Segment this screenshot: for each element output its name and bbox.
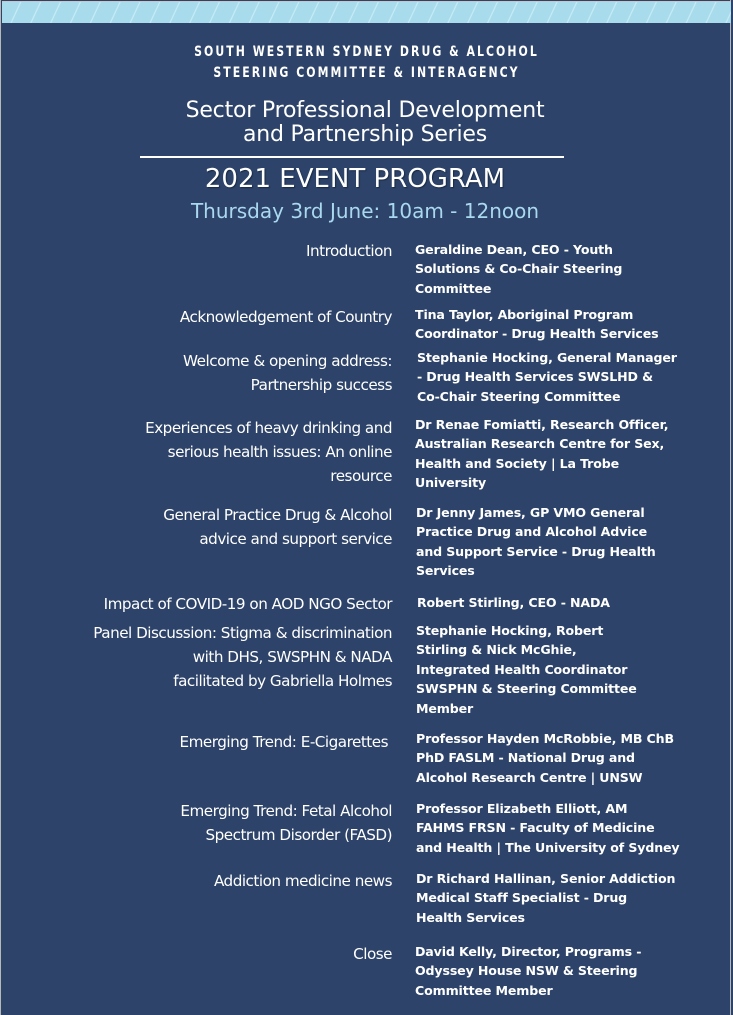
title-divider (140, 156, 564, 158)
program-item-title: Panel Discussion: Stigma & discrimination with DHS, SWSPHN & NADA facilitated by Gabriella Holmes (93, 624, 392, 690)
series-title-line-2: and Partnership Series (242, 122, 488, 147)
series-title-line-1: Sector Professional Development (185, 98, 545, 123)
program-item-speaker: Dr Jenny James, GP VMO General Practice Drug and Alcohol Advice and Support Service - Drug Health Services (416, 505, 656, 579)
program-item-title: Emerging Trend: Fetal Alcohol Spectrum Disorder (FASD) (180, 802, 392, 844)
program-item-title: Acknowledgement of Country (179, 308, 392, 326)
program-item-speaker: Dr Richard Hallinan, Senior Addiction Medical Staff Specialist - Drug Health Services (416, 871, 676, 925)
program-item-title: Close (353, 945, 392, 963)
program-item-speaker: Dr Renae Fomiatti, Research Officer, Australian Research Centre for Sex, Health and Society | La Trobe University (415, 417, 669, 491)
event-date-time: Thursday 3rd June: 10am - 12noon (190, 199, 540, 223)
program-item-title: Experiences of heavy drinking and serious health issues: An online resource (145, 419, 392, 485)
program-item-speaker: David Kelly, Director, Programs - Odyssey House NSW & Steering Committee Member (415, 944, 642, 998)
program-item-speaker: Professor Hayden McRobbie, MB ChB PhD FASLM - National Drug and Alcohol Research Centre | UNSW (416, 731, 674, 785)
program-item-speaker: Professor Elizabeth Elliott, AM FAHMS FRSN - Faculty of Medicine and Health | The University of Sydney (416, 801, 680, 855)
program-item-speaker: Robert Stirling, CEO - NADA (417, 595, 610, 610)
program-item-speaker: Stephanie Hocking, General Manager - Drug Health Services SWSLHD & Co-Chair Steering Committee (417, 350, 677, 404)
program-title: 2021 EVENT PROGRAM (204, 164, 506, 194)
org-name-line-1: SOUTH WESTERN SYDNEY DRUG & ALCOHOL (194, 44, 539, 60)
program-item-title: Impact of COVID-19 on AOD NGO Sector (103, 595, 392, 613)
org-name-line-2: STEERING COMMITTEE & INTERAGENCY (213, 65, 520, 81)
program-item-title: Welcome & opening address: Partnership success (183, 352, 392, 394)
program-item-speaker: Stephanie Hocking, Robert Stirling & Nick McGhie, Integrated Health Coordinator SWSPHN & Steering Committee Member (416, 623, 637, 716)
program-item-speaker: Tina Taylor, Aboriginal Program Coordinator - Drug Health Services (415, 307, 659, 342)
decorative-striped-band (2, 1, 731, 23)
program-item-title: Emerging Trend: E-Cigarettes (179, 733, 388, 751)
program-item-title: Addiction medicine news (213, 872, 392, 890)
program-item-speaker: Geraldine Dean, CEO - Youth Solutions & Co-Chair Steering Committee (415, 242, 623, 296)
program-item-title: Introduction (306, 242, 392, 260)
program-item-title: General Practice Drug & Alcohol advice and support service (163, 506, 392, 548)
